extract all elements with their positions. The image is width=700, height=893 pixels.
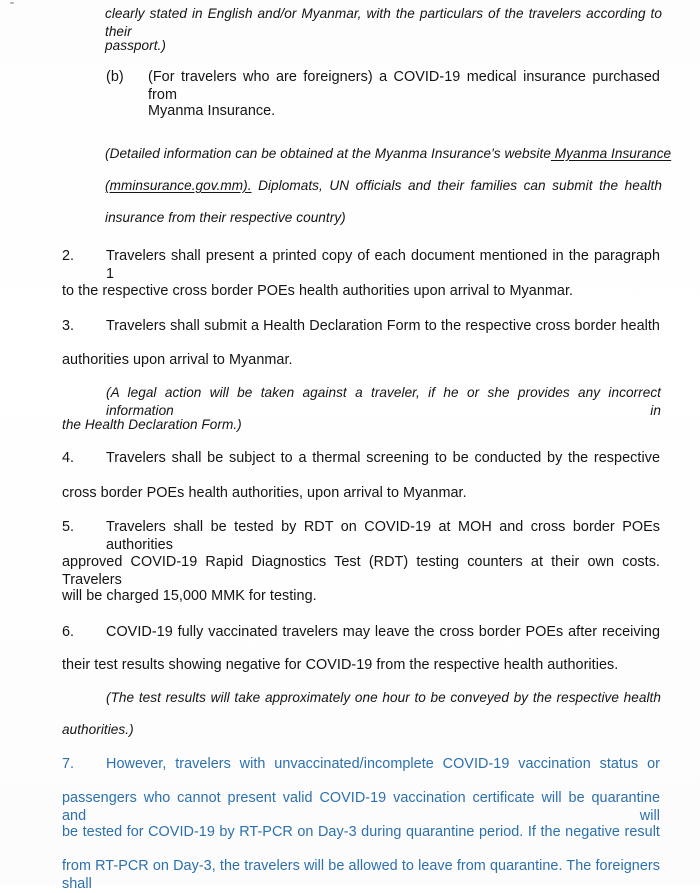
paragraph-3-text: Travelers shall submit a Health Declaration Form to the respective cross border health bbox=[106, 318, 660, 334]
subitem-b-text: Myanma Insurance. bbox=[148, 103, 276, 119]
paragraph-6-text: their test results showing negative for COVID-19 from the respective health authorities. bbox=[62, 657, 619, 673]
paragraph-3-text: authorities upon arrival to Myanmar. bbox=[62, 352, 293, 368]
note-line: passport.) bbox=[105, 38, 166, 53]
insurance-note-text: Diplomats, UN officials and their families can submit the health bbox=[251, 178, 662, 193]
paragraph-5-text: will be charged 15,000 MMK for testing. bbox=[62, 588, 317, 604]
paragraph-number: 7. bbox=[62, 756, 75, 772]
myanma-insurance-link[interactable]: Myanma Insurance bbox=[550, 146, 672, 161]
insurance-note-line: insurance from their respective country) bbox=[105, 210, 346, 225]
test-results-note: authorities.) bbox=[62, 722, 134, 737]
insurance-website-link[interactable]: (mminsurance.gov.mm). bbox=[105, 178, 252, 193]
paragraph-number: 2. bbox=[62, 248, 75, 264]
paragraph-7-text: passengers who cannot present valid COVID-19 vaccination certificate will be quarantine and will bbox=[62, 790, 660, 824]
scan-mark bbox=[10, 2, 14, 4]
subitem-b-text: (For travelers who are foreigners) a COVID-19 medical insurance purchased from bbox=[148, 69, 660, 103]
legal-action-note: the Health Declaration Form.) bbox=[62, 417, 242, 432]
paragraph-7-text: be tested for COVID-19 by RT-PCR on Day-3 during quarantine period. If the negative result bbox=[62, 824, 660, 840]
paragraph-2-text: Travelers shall present a printed copy of each document mentioned in the paragraph 1 bbox=[106, 248, 660, 282]
paragraph-number: 6. bbox=[62, 624, 75, 640]
paragraph-2-text: to the respective cross border POEs health authorities upon arrival to Myanmar. bbox=[62, 283, 574, 299]
insurance-note-text: (Detailed information can be obtained at the Myanma Insurance's website bbox=[105, 146, 551, 161]
paragraph-5-text: Travelers shall be tested by RDT on COVID-19 at MOH and cross border POEs authorities bbox=[106, 519, 660, 553]
legal-action-note: (A legal action will be taken against a traveler, if he or she provides any incorrect information in bbox=[106, 385, 661, 418]
insurance-note-line bbox=[105, 145, 671, 163]
paragraph-6-text: COVID-19 fully vaccinated travelers may leave the cross border POEs after receiving bbox=[106, 624, 660, 640]
paragraph-4-text: Travelers shall be subject to a thermal screening to be conducted by the respective bbox=[106, 450, 660, 466]
paragraph-5-text: approved COVID-19 Rapid Diagnostics Test (RDT) testing counters at their own costs. Travelers bbox=[62, 554, 660, 588]
insurance-note-line bbox=[105, 177, 662, 195]
note-line: clearly stated in English and/or Myanmar, with the particulars of the travelers according to their bbox=[105, 6, 662, 39]
paragraph-4-text: cross border POEs health authorities, upon arrival to Myanmar. bbox=[62, 485, 467, 501]
subitem-b-label: (b) bbox=[106, 69, 124, 85]
paragraph-number: 5. bbox=[62, 519, 75, 535]
paragraph-number: 4. bbox=[62, 450, 75, 466]
test-results-note: (The test results will take approximately one hour to be conveyed by the respective health bbox=[106, 690, 661, 705]
paragraph-number: 3. bbox=[62, 318, 75, 334]
paragraph-7-text: However, travelers with unvaccinated/incomplete COVID-19 vaccination status or bbox=[106, 756, 660, 772]
paragraph-7-text: from RT-PCR on Day-3, the travelers will be allowed to leave from quarantine. The foreigners shall bbox=[62, 858, 660, 892]
